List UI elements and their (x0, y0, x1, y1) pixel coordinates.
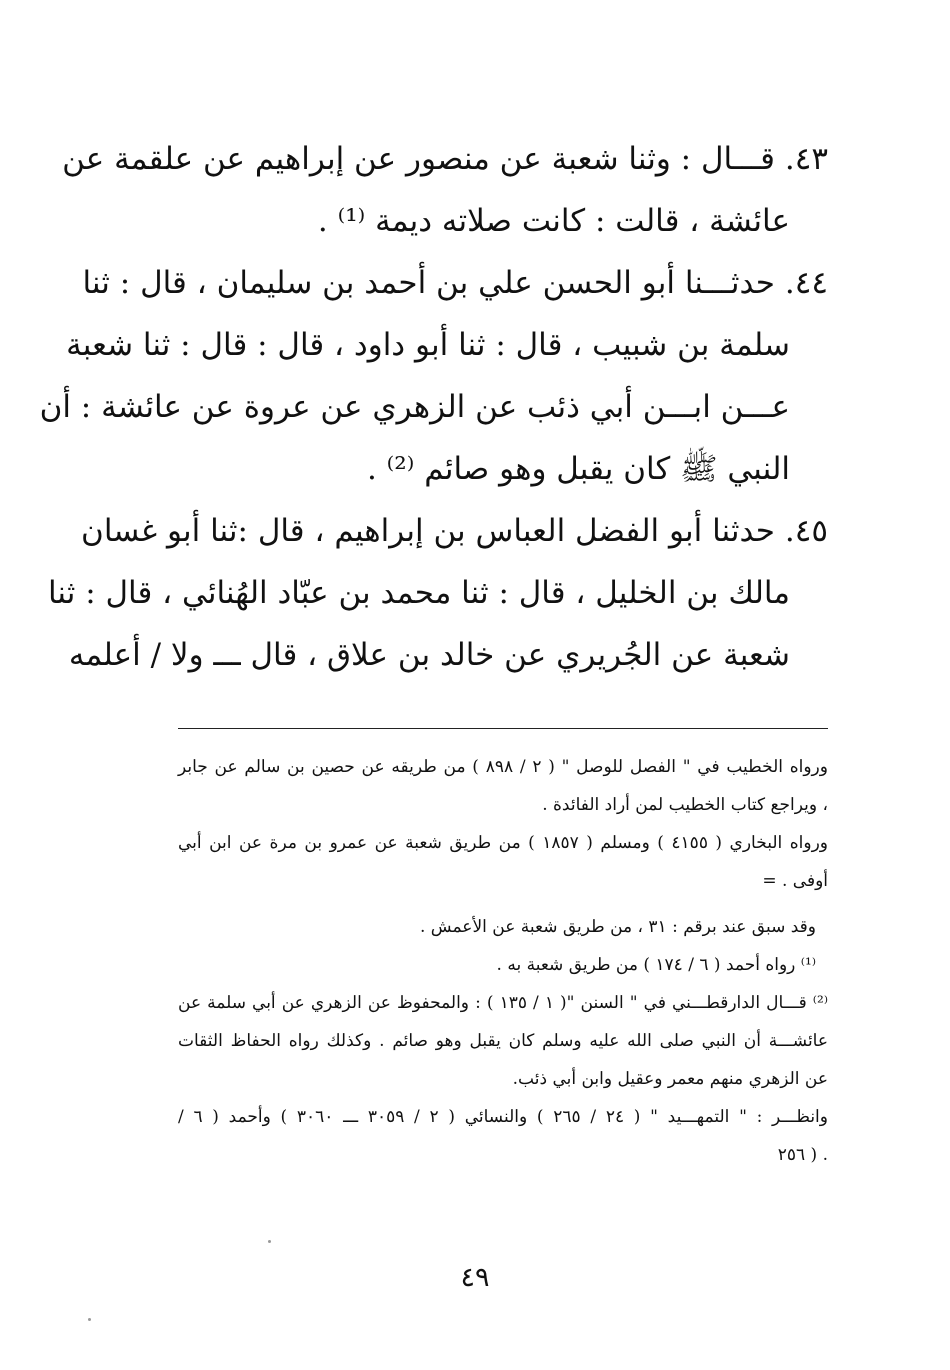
footnote-divider (178, 728, 828, 729)
hadith-45-line-3: شعبة عن الجُريري عن خالد بن علاق ، قال ـــ ولا / أعلمه (68, 637, 790, 673)
footnote-line: عن الزهري منهم معمر وعقيل وابن أبي ذئب. (512, 1069, 828, 1089)
footnote-line: عائشـــة أن النبي صلى الله عليه وسلم كان يقبل وهو صائم . وكذلك رواه الحفاظ الثقات (178, 1031, 828, 1051)
footnote-line: ، ويراجع كتاب الخطيب لمن أراد الفائدة . (542, 795, 828, 815)
main-text-block (39, 128, 828, 686)
hadith-44-line-4: النبي ﷺ كان يقبل وهو صائم ⁽²⁾ . (366, 451, 790, 487)
hadith-45-line-1: ٤٥. حدثنا أبو الفضل العباس بن إبراهيم ، قال :ثنا أبو غسان (81, 513, 828, 549)
hadith-44-line-1: ٤٤. حدثـــنا أبو الحسن علي بن أحمد بن سليمان ، قال : ثنا (82, 265, 828, 301)
hadith-45-line-2: مالك بن الخليل ، قال : ثنا محمد بن عبّاد الهُنائي ، قال : ثنا (47, 575, 790, 611)
footnote-line: وانظـــر : " التمهـــيد " ( ٢٤ / ٢٦٥ ) والنسائي ( ٢ / ٣٠٥٩ ـــ ٣٠٦٠ ) وأحمد ( ٦ / (178, 1107, 828, 1127)
hadith-44-line-3: عـــن ابـــن أبي ذئب عن الزهري عن عروة عن عائشة : أن (39, 389, 790, 425)
footnote-2: ⁽²⁾ قـــال الدارقطـــني في " السنن "( ١ / ١٣٥ ) : والمحفوظ عن الزهري عن أبي سلمة عن (178, 993, 828, 1013)
scan-speck (268, 1240, 271, 1243)
footnote-line: . ( ٢٥٦ (777, 1145, 828, 1165)
footnote-line: أوفى . = (762, 871, 828, 891)
hadith-44-line-2: سلمة بن شبيب ، قال : ثنا أبو داود ، قال : قال : ثنا شعبة (66, 327, 790, 363)
scan-speck (88, 1318, 91, 1321)
footnote-line: وقد سبق عند برقم : ٣١ ، من طريق شعبة عن الأعمش . (420, 917, 816, 937)
hadith-43-line-1: ٤٣. قـــال : وثنا شعبة عن منصور عن إبراهيم عن علقمة عن (62, 141, 828, 177)
hadith-43-line-2: عائشة ، قالت : كانت صلاته ديمة ⁽¹⁾ . (317, 203, 790, 239)
footnote-line: ورواه البخاري ( ٤١٥٥ ) ومسلم ( ١٨٥٧ ) من طريق شعبة عن عمرو بن مرة عن ابن أبي (178, 833, 828, 853)
footnotes-block (178, 748, 828, 1174)
footnote-1: ⁽¹⁾ رواه أحمد ( ٦ / ١٧٤ ) من طريق شعبة به . (496, 955, 816, 975)
footnote-line: ورواه الخطيب في " الفصل للوصل " ( ٢ / ٨٩٨ ) من طريقه عن حصين بن سالم عن جابر (178, 757, 828, 777)
page-number: ٤٩ (460, 1262, 490, 1293)
